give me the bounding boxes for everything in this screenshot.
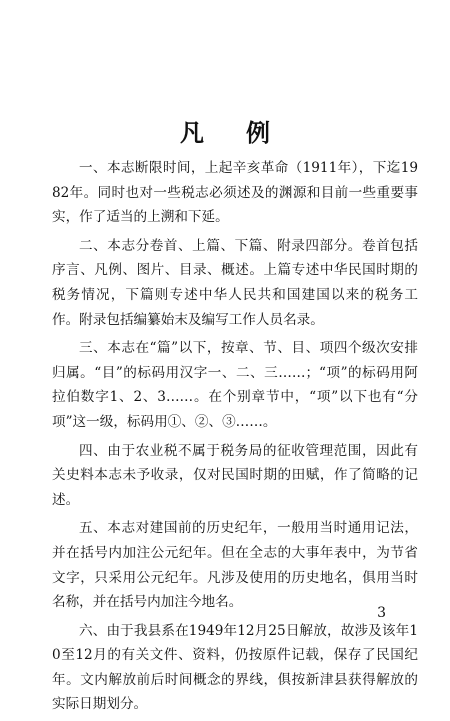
paragraph-4: 四、由于农业税不属于税务局的征收管理范围，因此有关史料本志未予收录，仅对民国时期的田赋，作了简略的记述。 bbox=[52, 442, 418, 508]
paragraph-2: 二、本志分卷首、上篇、下篇、附录四部分。卷首包括序言、凡例、图片、目录、概述。上篇专述中华民国时期的税务情况，下篇则专述中华人民共和国建国以来的税务工作。附录包括编纂始末及编写工作人员名录。 bbox=[52, 237, 418, 328]
page-title: 凡例 bbox=[180, 118, 312, 147]
paragraph-6: 六、由于我县系在1949年12月25日解放，故涉及该年10至12月的有关文件、资料，仍按原件记载，保存了民国纪年。文内解放前后时间概念的界线，俱按新津县获得解放的实际日期划分。 bbox=[52, 622, 418, 713]
page-number: 3 bbox=[377, 605, 386, 621]
paragraph-3: 三、本志在“篇”以下，按章、节、目、项四个级次安排归属。“目”的标码用汉字一、二、三……；“项”的标码用阿拉伯数字1、2、3……。在个别章节中，“项”以下也有“分项”这一级，标码用①、②、③……。 bbox=[52, 340, 418, 430]
paragraph-1: 一、本志断限时间，上起辛亥革命（1911年），下迄1982年。同时也对一些税志必须述及的渊源和目前一些重要事实，作了适当的上溯和下延。 bbox=[52, 160, 418, 226]
document-body bbox=[52, 156, 418, 721]
paragraph-5: 五、本志对建国前的历史纪年，一般用当时通用记法，并在括号内加注公元纪年。但在全志的大事年表中，为节省文字，只采用公元纪年。凡涉及使用的历史地名，俱用当时名称，并在括号内加注今地名。 bbox=[52, 520, 418, 611]
